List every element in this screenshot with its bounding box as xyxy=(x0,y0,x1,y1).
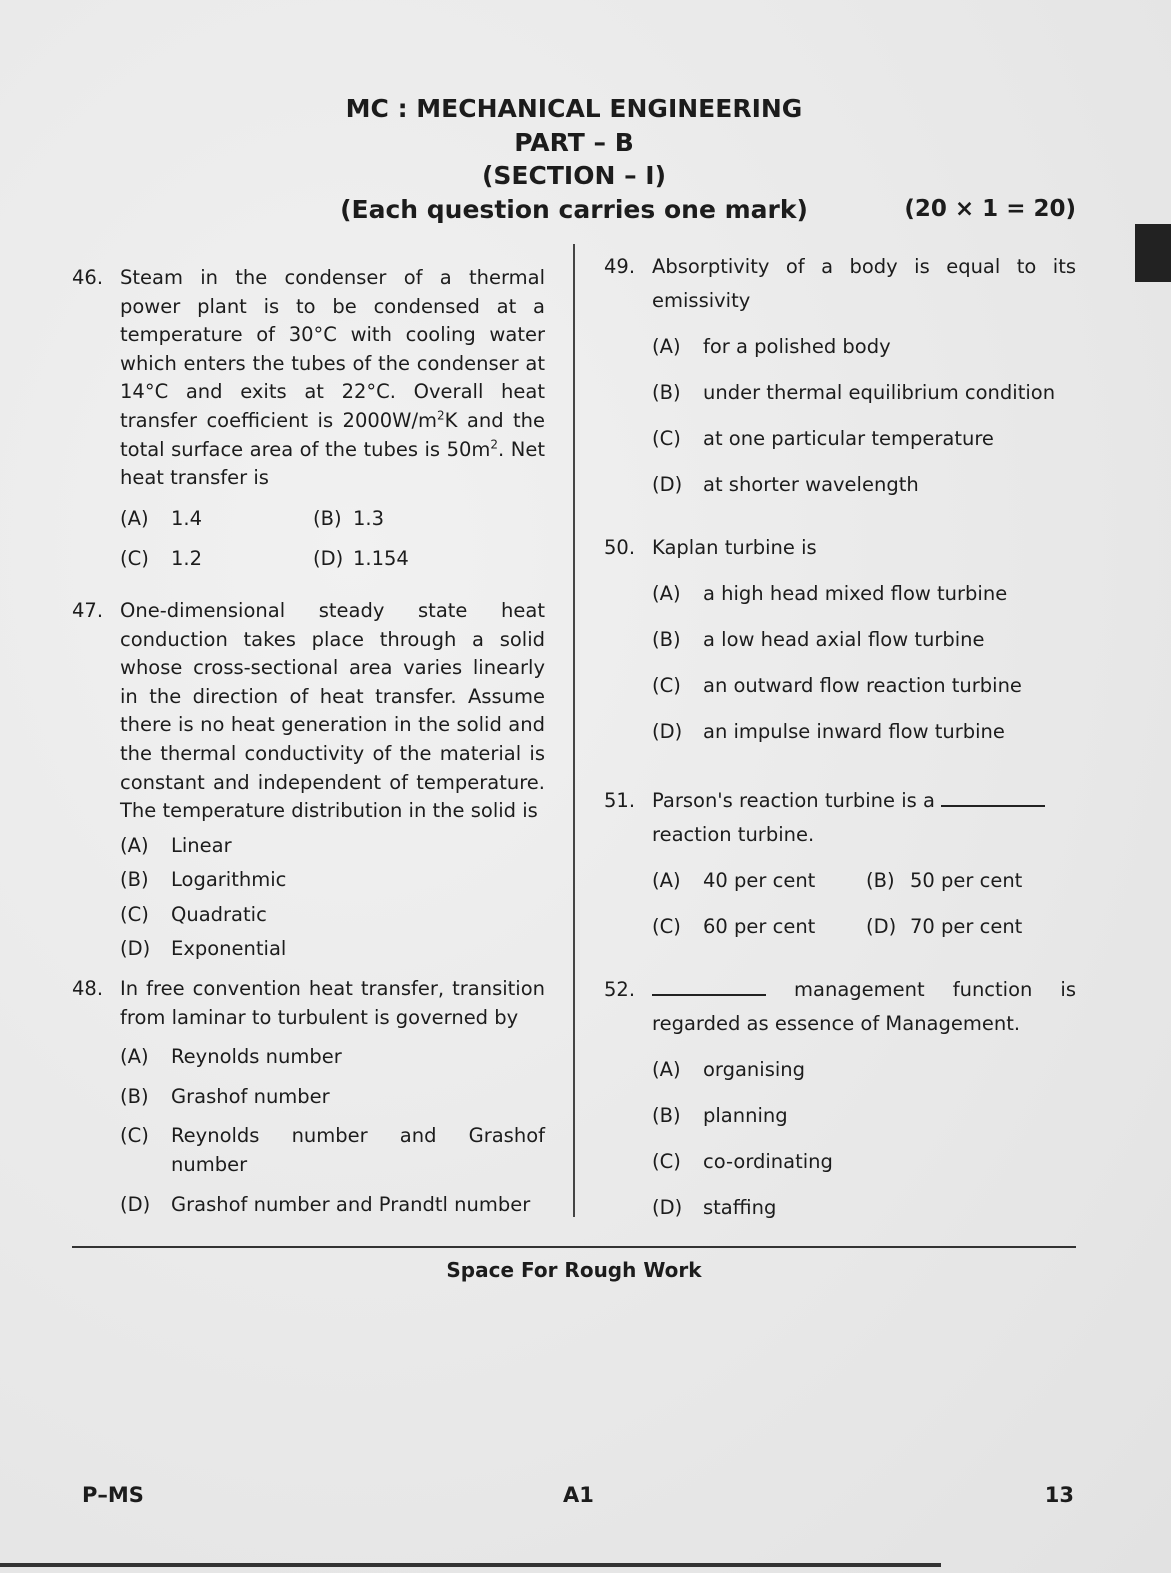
question-52-continued xyxy=(604,1007,1076,1041)
option-c[interactable]: (C) co-ordinating xyxy=(652,1150,833,1173)
instruction-text: (Each question carries one mark) xyxy=(340,195,808,224)
question-number: 50. xyxy=(604,536,636,559)
option-d[interactable]: (D) staffing xyxy=(652,1196,777,1219)
option-d[interactable]: (D) 70 per cent xyxy=(866,915,1023,938)
section-title: (SECTION – I) xyxy=(481,161,667,190)
options-row xyxy=(652,864,1076,898)
question-number: 48. xyxy=(72,977,104,1001)
marks-summary: (20 × 1 = 20) xyxy=(904,196,1076,222)
indent xyxy=(604,1007,652,1041)
option-c[interactable]: (C) at one particular temperature xyxy=(652,427,994,450)
option-b[interactable]: (B) 50 per cent xyxy=(866,869,1023,892)
bottom-edge-line xyxy=(0,1563,941,1567)
option-c[interactable]: (C) 1.2 xyxy=(120,547,203,571)
subject-title: MC : MECHANICAL ENGINEERING xyxy=(345,94,803,123)
question-number: 52. xyxy=(604,978,636,1001)
option-d[interactable]: (D) at shorter wavelength xyxy=(652,473,919,496)
column-divider xyxy=(573,244,575,1217)
option-c[interactable]: (C) Reynolds number and Grashof number xyxy=(120,1124,545,1177)
right-column xyxy=(604,250,1076,1225)
question-47 xyxy=(72,597,545,826)
option-b[interactable]: (B) a low head axial flow turbine xyxy=(652,628,985,651)
option-b[interactable]: (B) Logarithmic xyxy=(120,868,287,892)
question-text: management function is xyxy=(652,973,1076,1007)
option-a[interactable]: (A) a high head mixed flow turbine xyxy=(652,582,1008,605)
answer-blank xyxy=(941,787,1045,807)
answer-blank xyxy=(652,976,766,996)
question-text: Steam in the condenser of a thermal power plant is to be condensed at a temperature of 30°C with cooling water which enters the tubes of the condenser at 14°C and exits at 22°C. Overall heat transfer coefficient is $2000W/m^2K$ and the total surface area of the tubes is $50m^2$. Net heat transfer is xyxy=(120,266,546,490)
options-row xyxy=(120,505,545,534)
footer-series: A1 xyxy=(563,1483,594,1507)
question-50 xyxy=(604,531,1076,565)
question-number: 51. xyxy=(604,789,636,812)
option-d[interactable]: (D) 1.154 xyxy=(313,547,409,571)
left-column xyxy=(72,264,545,1219)
option-a[interactable]: (A) organising xyxy=(652,1058,806,1081)
option-d[interactable]: (D) Exponential xyxy=(120,937,287,961)
question-49 xyxy=(604,250,1076,318)
option-c[interactable]: (C) Quadratic xyxy=(120,902,267,926)
option-b[interactable]: (B) under thermal equilibrium condition xyxy=(652,381,1056,404)
option-c[interactable]: (C) 60 per cent xyxy=(652,915,816,938)
option-a[interactable]: (A) Reynolds number xyxy=(120,1045,342,1069)
option-d[interactable]: (D) an impulse inward flow turbine xyxy=(652,720,1005,743)
question-text: Absorptivity of a body is equal to its emissivity xyxy=(652,255,1076,312)
question-48 xyxy=(72,975,545,1032)
footer-paper-code: P–MS xyxy=(82,1483,144,1507)
question-number: 47. xyxy=(72,598,104,622)
question-text: One-dimensional steady state heat conduction takes place through a solid whose cross-sectional area varies linearly in the direction of heat transfer. Assume there is no heat generation in the solid and the thermal conductivity of the material is constant and independent of temperature. The temperature distribution in the solid is xyxy=(120,598,545,823)
options-row xyxy=(120,545,545,574)
option-a[interactable]: (A) 40 per cent xyxy=(652,869,816,892)
option-a[interactable]: (A) for a polished body xyxy=(652,335,891,358)
option-b[interactable]: (B) planning xyxy=(652,1104,788,1127)
edge-registration-mark xyxy=(1135,224,1171,282)
question-51 xyxy=(604,784,1076,852)
rough-work-label: Space For Rough Work xyxy=(446,1258,702,1282)
question-text: regarded as essence of Management. xyxy=(652,1012,1021,1035)
question-text: Parson's reaction turbine is a reaction turbine. xyxy=(652,784,1076,852)
question-text: Kaplan turbine is xyxy=(652,536,817,559)
question-46 xyxy=(72,264,545,493)
question-52 xyxy=(604,973,1076,1007)
options-row xyxy=(652,910,1076,944)
option-b[interactable]: (B) Grashof number xyxy=(120,1084,330,1108)
option-a[interactable]: (A) 1.4 xyxy=(120,506,203,530)
option-b[interactable]: (B) 1.3 xyxy=(313,506,385,530)
rough-work-divider xyxy=(72,1246,1076,1248)
part-title: PART – B xyxy=(514,128,634,157)
option-c[interactable]: (C) an outward flow reaction turbine xyxy=(652,674,1022,697)
question-text: In free convention heat transfer, transition from laminar to turbulent is governed by xyxy=(120,977,545,1029)
option-d[interactable]: (D) Grashof number and Prandtl number xyxy=(120,1192,531,1216)
question-number: 49. xyxy=(604,255,636,278)
footer-page-number: 13 xyxy=(1044,1483,1074,1507)
question-number: 46. xyxy=(72,266,104,289)
option-a[interactable]: (A) Linear xyxy=(120,833,232,857)
